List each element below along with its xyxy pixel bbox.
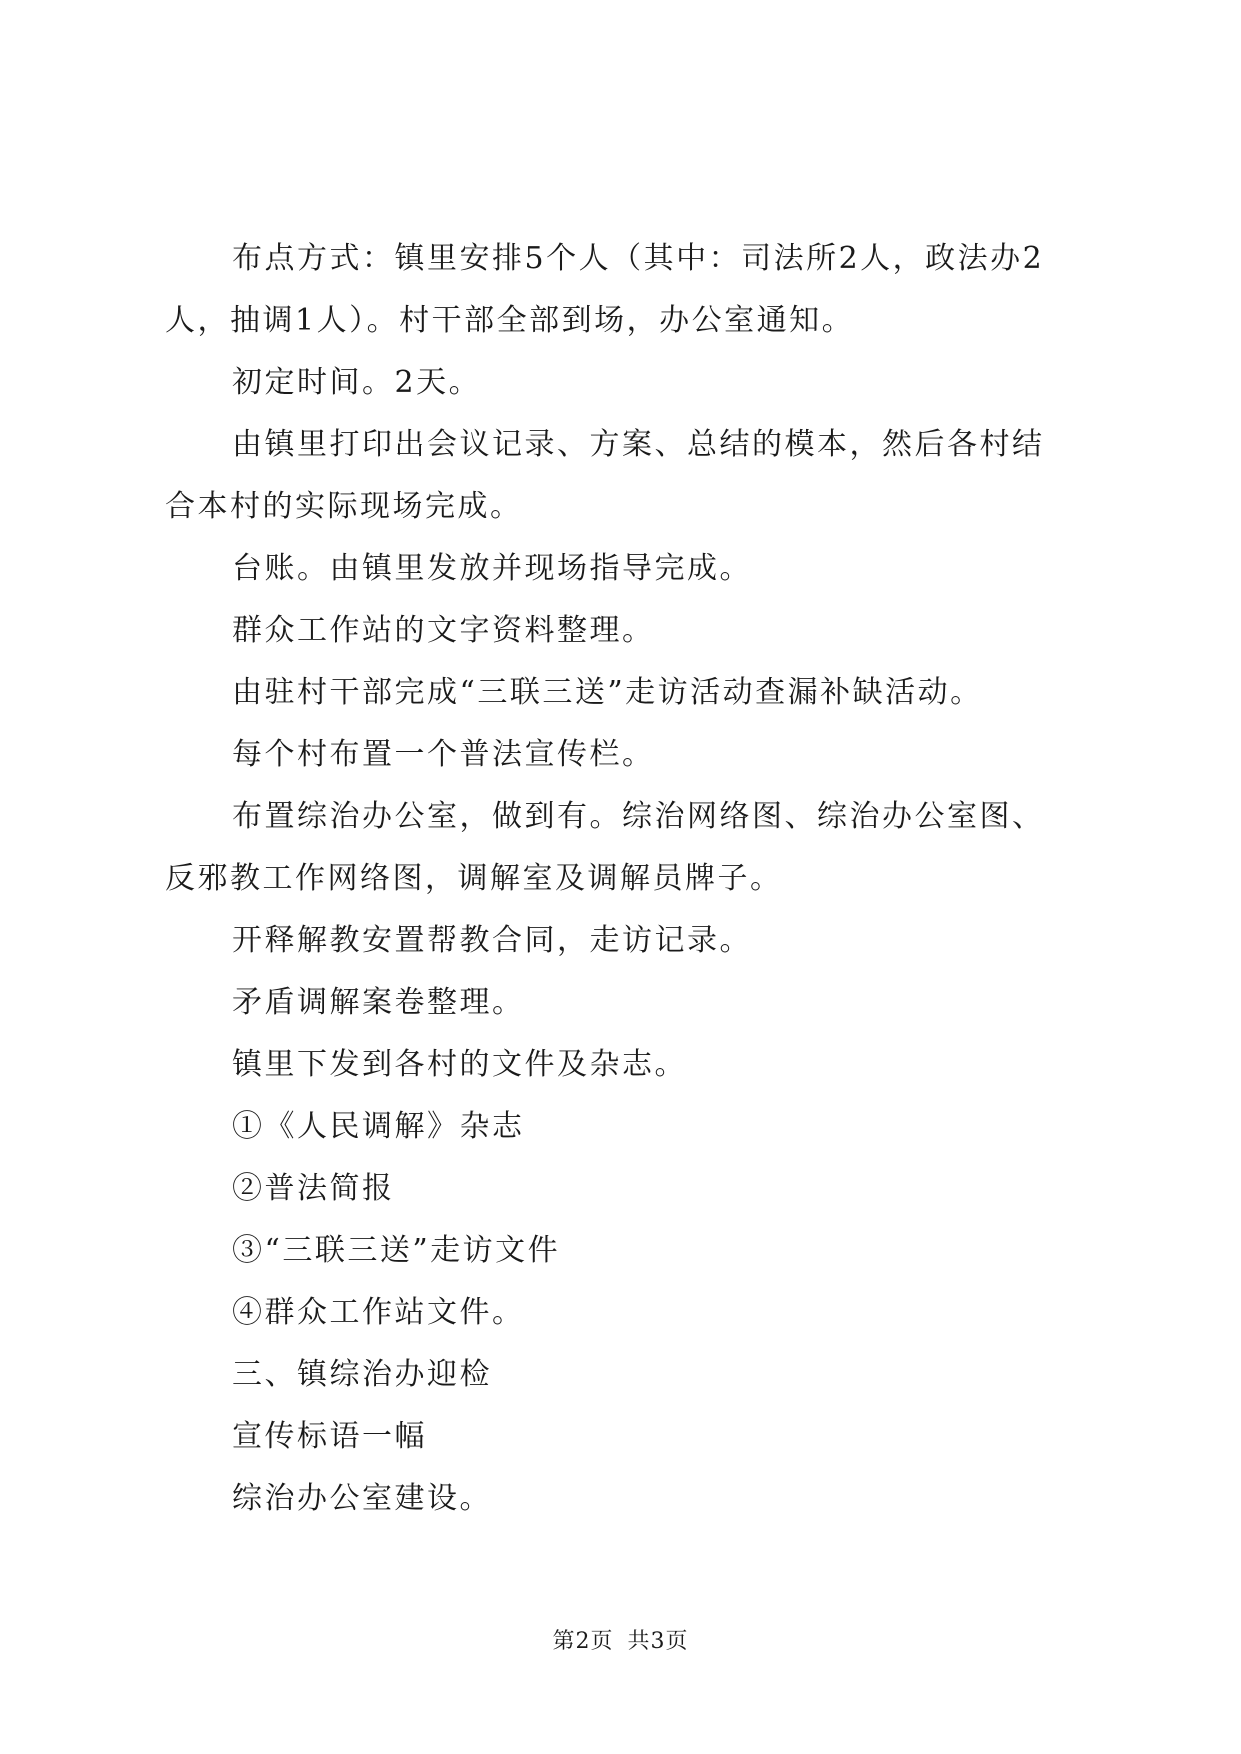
list-item: ③“三联三送”走访文件 [232, 1233, 561, 1268]
list-item: ④群众工作站文件。 [232, 1295, 525, 1330]
paragraph: 镇里下发到各村的文件及杂志。 [232, 1047, 687, 1082]
section-heading: 三、镇综治办迎检 [232, 1357, 492, 1392]
paragraph: 初定时间。2天。 [232, 365, 482, 400]
paragraph: 群众工作站的文字资料整理。 [232, 613, 655, 648]
paragraph: 由驻村干部完成“三联三送”走访活动查漏补缺活动。 [232, 675, 983, 710]
paragraph: 宣传标语一幅 [232, 1419, 427, 1454]
paragraph: 综治办公室建设。 [232, 1481, 492, 1516]
paragraph: 布点方式：镇里安排5个人（其中：司法所2人，政法办2人，抽调1人）。村干部全部到场，办公室通知。 [165, 241, 1045, 338]
paragraph: 每个村布置一个普法宣传栏。 [232, 737, 655, 772]
list-item: ②普法简报 [232, 1171, 395, 1206]
page-footer [0, 1624, 1241, 1655]
paragraph: 布置综治办公室，做到有。综治网络图、综治办公室图、反邪教工作网络图，调解室及调解员牌子。 [165, 799, 1045, 896]
paragraph: 开释解教安置帮教合同，走访记录。 [232, 923, 752, 958]
page-total: 共3页 [627, 1629, 689, 1654]
list-item: ①《人民调解》杂志 [232, 1109, 525, 1144]
document-body [165, 228, 1075, 1530]
page-number: 第2页 [552, 1629, 614, 1654]
paragraph: 由镇里打印出会议记录、方案、总结的模本，然后各村结合本村的实际现场完成。 [165, 427, 1045, 524]
paragraph: 台账。由镇里发放并现场指导完成。 [232, 551, 752, 586]
paragraph: 矛盾调解案卷整理。 [232, 985, 525, 1020]
